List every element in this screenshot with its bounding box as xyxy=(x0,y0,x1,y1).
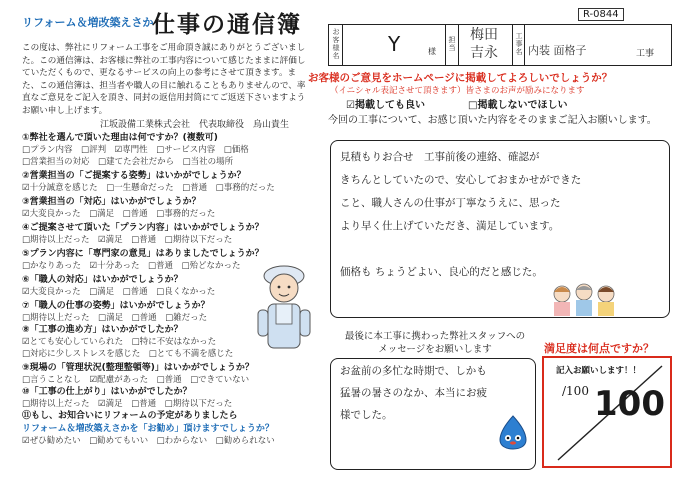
question-options[interactable]: ☑ぜひ勧めたい □勧めてもいい □わからない □勧められない xyxy=(22,436,275,446)
consent-no-option[interactable]: □掲載しないでほしい xyxy=(468,100,568,111)
mascot-icon xyxy=(496,414,530,450)
question-title: ⑨現場の「管理状況(整理整頓等)」はいかがでしょうか？ xyxy=(22,363,254,373)
question-6 xyxy=(22,272,215,297)
feedback-line: きちんとしていたので、安心しておまかせができた xyxy=(340,174,582,186)
brand-name: リフォーム＆増改築えさか xyxy=(22,16,154,29)
feedback-line: 価格も ちょうどよい、良心的だと感じた。 xyxy=(340,266,543,278)
question-8 xyxy=(22,322,233,359)
question-5 xyxy=(22,246,264,271)
staff-names xyxy=(470,26,498,62)
page-title: 仕事の通信簿 xyxy=(152,12,302,38)
message-text xyxy=(340,360,487,426)
question-options[interactable]: □期待以上だった ☑満足 □普通 □期待以下だった xyxy=(22,399,233,409)
question-7 xyxy=(22,298,210,323)
feedback-question: 今回の工事について、お感じ頂いた内容をそのままご記入お願いします。 xyxy=(328,115,657,126)
question-options[interactable]: □期待以上だった ☑満足 □普通 □期待以下だった xyxy=(22,235,233,245)
question-title: ①弊社を選んで頂いた理由は何ですか？(複数可) xyxy=(22,133,218,143)
question-options[interactable]: ☑とても安心していられた □特に不安はなかった xyxy=(22,337,217,347)
question-title: ⑦「職人の仕事の姿勢」はいかがでしょうか？ xyxy=(22,301,210,311)
staff-name: 吉永 xyxy=(470,45,498,61)
customer-name: Y xyxy=(388,32,401,56)
question-options[interactable]: ☑大変良かった □満足 □普通 □良くなかった xyxy=(22,287,216,297)
consent-note: （イニシャル表記させて頂きます）皆さまのお声が励みになります xyxy=(330,86,585,96)
question-options[interactable]: □営業担当の対応 □建てた会社だから □当社の場所 xyxy=(22,157,234,167)
work-label: 工事名 xyxy=(515,32,523,56)
intro-text: この度は、弊社にリフォーム工事をご用命頂き誠にありがとうございました。この通信簿は、お客様に弊社の工事内容について感じたままに評価していただくもので、更なるサービスの向上の参考にさせて頂きます。また、この通信簿は、担当者や職人の目に触れることもありませんので、率直なご意見をご記入を頂き、同封の返信用封筒にてご返送下さいますようお願い申し上げます。 xyxy=(22,43,306,116)
question-options[interactable]: ☑大変良かった □満足 □普通 □事務的だった xyxy=(22,209,216,219)
staff-label: 担当 xyxy=(448,36,456,52)
score-request: 記入お願いします！！ xyxy=(556,366,642,376)
message-line: 猛暑の暑さのなか、本当にお疲 xyxy=(340,387,487,399)
message-question xyxy=(330,330,540,356)
question-1 xyxy=(22,130,249,167)
message-question-line: 最後に本工事に携わった弊社スタッフへの xyxy=(344,331,526,342)
form-code: R-0844 xyxy=(578,8,624,21)
question-title: リフォーム＆増改築えさかを「お勧め」頂けますでしょうか？ xyxy=(22,424,274,434)
question-title: ⑪もし、お知合いにリフォームの予定がありましたら xyxy=(22,411,238,421)
question-title: ④ご提案させて頂いた「プラン内容」はいかがでしょうか？ xyxy=(22,223,264,233)
consent-yes-option[interactable]: ☑掲載しても良い xyxy=(346,100,425,111)
question-title: ②営業担当の「ご提案する姿勢」はいかがでしょうか？ xyxy=(22,171,246,181)
question-options[interactable]: □かなりあった ☑十分あった □普通 □殆どなかった xyxy=(22,261,241,271)
family-illustration xyxy=(548,280,620,316)
question-title: ⑩「工事の仕上がり」はいかがでしたか？ xyxy=(22,387,192,397)
recommend-question xyxy=(22,408,312,446)
question-options[interactable]: □対応に少しストレスを感じた □とても不満を感じた xyxy=(22,349,234,359)
message-question-line: メッセージをお願いします xyxy=(378,344,492,355)
customer-label: お客様名 xyxy=(332,28,340,60)
question-3 xyxy=(22,194,215,219)
feedback-line: 見積もりお合せ 工事前後の連絡、確認が xyxy=(340,151,540,163)
worker-illustration xyxy=(254,252,314,356)
message-line: 様でした。 xyxy=(340,409,393,421)
question-options[interactable]: □言うことなし ☑配慮があった □普通 □できていない xyxy=(22,375,250,385)
score-value: 100 xyxy=(594,384,665,424)
question-options[interactable]: ☑十分誠意を感じた □一生懸命だった □普通 □事務的だった xyxy=(22,183,275,193)
question-9 xyxy=(22,360,254,385)
question-2 xyxy=(22,168,275,193)
feedback-text xyxy=(340,146,581,284)
consent-question: お客様のご意見をホームページに掲載してよろしいでしょうか？ xyxy=(308,72,613,84)
message-line: お盆前の多忙な時期で、しかも xyxy=(340,365,487,377)
work-suffix: 工事 xyxy=(636,49,655,59)
question-options[interactable]: □プラン内容 □評判 ☑専門性 □サービス内容 □価格 xyxy=(22,145,249,155)
sender-line: 江坂設備工業株式会社 代表取締役 烏山貴生 xyxy=(100,120,290,130)
question-options[interactable]: □期待以上だった □満足 □普通 □雑だった xyxy=(22,313,208,323)
question-title: ⑧「工事の進め方」はいかがでしたか？ xyxy=(22,325,183,335)
question-4 xyxy=(22,220,264,245)
staff-name: 梅田 xyxy=(470,27,498,43)
score-title: 満足度は何点ですか？ xyxy=(544,342,654,355)
work-name: 内装 面格子 xyxy=(528,44,587,57)
customer-header-box xyxy=(328,24,672,66)
question-title: ⑥「職人の対応」はいかがでしょうか？ xyxy=(22,275,183,285)
feedback-line: こと、職人さんの仕事が丁寧なうえに、思った xyxy=(340,197,561,209)
question-title: ③営業担当の「対応」はいかがでしょうか？ xyxy=(22,197,201,207)
question-10 xyxy=(22,384,232,409)
honorific: 様 xyxy=(428,47,436,56)
score-fraction: /100 xyxy=(562,384,589,398)
question-title: ⑤プラン内容に「専門家の意見」はありましたでしょうか？ xyxy=(22,249,264,259)
feedback-line: より早く仕上げていただき、満足しています。 xyxy=(340,220,560,232)
feedback-line xyxy=(340,238,581,261)
